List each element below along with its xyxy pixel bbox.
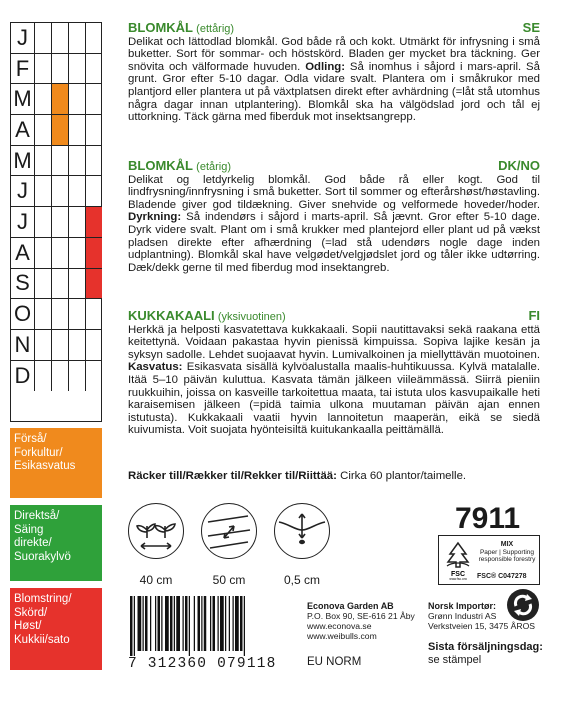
section-subtitle: (ettårig) (196, 23, 235, 35)
importer-address: Verkstveien 15, 3475 ÅROS (428, 621, 536, 631)
barcode-bar (130, 596, 133, 656)
barcode-bar (161, 596, 162, 651)
legend-flowering-harvest (10, 588, 102, 670)
harvest-bar (85, 207, 102, 237)
fsc-line: responsible forestry (478, 556, 536, 563)
company-info (307, 601, 415, 641)
last-sale-date (428, 641, 543, 667)
sowing-calendar (10, 22, 102, 422)
barcode-bar (198, 596, 201, 651)
barcode-number: 7 312360 079118 (128, 656, 277, 672)
barcode-bar (158, 596, 161, 651)
sowing-depth-icon (274, 503, 330, 559)
barcode-bar (165, 596, 169, 651)
legend-text: Høst/ (14, 620, 42, 632)
sowing-indoor-bar (51, 84, 68, 114)
section-subtitle: (yksivuotinen) (217, 311, 286, 323)
legend-text: Blomstring/ (14, 593, 72, 605)
yield-info: Räcker till/Rækker til/Rekker til/Riittää: Cirka 60 plantor/taimelle. (128, 470, 467, 482)
legend-text: Direktså/ (14, 510, 60, 522)
legend-direct-sowing (10, 505, 102, 581)
legend-text: Forkultur/ (14, 446, 63, 459)
barcode-bar (225, 596, 226, 651)
month-letter: S (15, 270, 30, 296)
month-letter: J (17, 178, 28, 204)
barcode-bar (213, 596, 216, 651)
month-letter: F (15, 55, 30, 81)
month-letter: A (15, 116, 30, 142)
barcode-bar (194, 596, 195, 651)
calendar-row-nov (11, 330, 101, 361)
language-code: DK/NO (498, 158, 540, 173)
calendar-row-jun (11, 176, 101, 207)
barcode-bar (220, 596, 224, 651)
barcode-bar (155, 596, 156, 651)
barcode-bar (185, 596, 188, 651)
legend-text: Förså/ (14, 433, 47, 445)
fsc-label (438, 535, 540, 585)
month-letter: D (14, 362, 31, 388)
fsc-mix: MIX (500, 541, 514, 548)
barcode-bar (235, 596, 239, 651)
legend-text: Kukkii/sato (14, 633, 70, 646)
company-web: www.econova.se (307, 621, 372, 631)
sowing-indoor-bar (51, 115, 68, 145)
language-code: SE (522, 20, 540, 35)
company-web: www.weibulls.com (307, 631, 377, 641)
legend-text: Skörd/ (14, 606, 48, 619)
barcode-bar (189, 596, 190, 656)
section-danish-norwegian (128, 160, 540, 274)
barcode-bar (229, 596, 230, 651)
barcode-bar (218, 596, 219, 651)
month-letter: O (13, 301, 32, 327)
row-spacing-value: 50 cm (212, 573, 246, 587)
harvest-bar (85, 238, 102, 268)
calendar-row-sep (11, 269, 101, 300)
fsc-line: Paper | Supporting (479, 548, 535, 556)
barcode-bar (170, 596, 173, 651)
section-swedish (128, 22, 540, 124)
article-number: 7911 (455, 502, 521, 535)
section-body: Delikat og letdyrkelig blomkål. God både rå eller kogt. God til lindfrysning/innfrysning i små buketter. Sort til sommer og efterårshøst/høstavling. Bladende giver god tildækning. Giver snehvide og velformede hoveder/hoder. Dyrkning: Så indendørs i såjord i marts-april. Så jævnt. Gror efter 5-10 dage. Dyrk videre svalt. Plant om i små krukker med plantejord eller plant ud på vækst pladsen direkte efter afhærdning (=lad stå udendørs nogle dage inden udplantning). Blomkål skal have velgødet/velgjødslet jord og tåler ikke udtørring. Dæk/dekk gerne til med fiberdug mod insektangreb. (128, 173, 540, 274)
legend-text: Esikasvatus (14, 460, 76, 472)
svg-text:www.fsc.org: www.fsc.org (449, 577, 467, 580)
barcode-bar (233, 596, 234, 651)
importer-info (428, 601, 535, 631)
plant-spacing-icon (128, 503, 184, 559)
barcode-bar (210, 596, 211, 651)
legend-text: Säing (14, 523, 44, 536)
section-finnish (128, 310, 540, 437)
legend-sowing-indoor (10, 428, 102, 498)
legend-text: Suorakylvö (14, 550, 71, 563)
section-body: Delikat och lättodlad blomkål. God både rå och kokt. Utmärkt för infrysning i små buketter. Sort för sommar- och höstskörd. Bladen ger mycket bra täckning. Ger snövita och välformade huvuden. Odling: Så inomhus i såjord i mars-april. Så grunt. Gror efter 5-10 dagar. Odla vidare svalt. Plantera om i småkrukor med plantjord eller plantera ut på växtplatsen direkt efter avhärdning (=låt stå utomhus några dagar innan utplantering). Blomkål ska ha välgödslad jord och tål ej uttorkning. Täck gärna med fiberduk mot insektsangrepp. (128, 35, 540, 124)
fsc-tree-icon (444, 540, 472, 580)
svg-text:FSC: FSC (451, 571, 465, 578)
last-sale-label: Sista försäljningsdag: (428, 641, 543, 653)
eu-norm: EU NORM (307, 656, 362, 668)
barcode-bar (134, 596, 135, 656)
sowing-depth-value: 0,5 cm (283, 573, 320, 587)
legend-text: direkte/ (14, 537, 52, 549)
harvest-bar (85, 269, 102, 299)
row-spacing-icon (201, 503, 257, 559)
month-letter: M (13, 86, 32, 112)
barcode (128, 596, 295, 656)
month-letter: N (14, 331, 31, 357)
barcode-bar (201, 596, 202, 651)
barcode-bar (143, 596, 144, 651)
barcode-bar (145, 596, 148, 651)
calendar-row-may (11, 146, 101, 177)
month-letter: J (17, 24, 28, 50)
barcode-bar (244, 596, 245, 656)
calendar-row-aug (11, 238, 101, 269)
last-sale-value: se stämpel (428, 654, 482, 666)
barcode-bar (138, 596, 142, 651)
language-code: FI (528, 308, 540, 323)
calendar-row-feb (11, 54, 101, 85)
company-address: P.O. Box 90, SE-616 21 Åby (307, 611, 415, 621)
barcode-bar (150, 596, 151, 651)
calendar-row-apr (11, 115, 101, 146)
plant-spacing-value: 40 cm (139, 573, 173, 587)
month-letter: A (15, 239, 30, 265)
section-body: Herkkä ja helposti kasvatettava kukkakaali. Sopii nautittavaksi sekä raakana että keitettynä. Voidaan pakastaa hyvin pienissä kimpuissa. Sopiva lajike kesän ja syksyn sadolle. Lehdet suojaavat hyvin. Lumivalkoinen ja miellyttävän muotoinen. Kasvatus: Esikasvata sisällä kylvöalustalla maalis-huhtikuussa. Kylvä matalalle. Itää 5–10 päivän kuluttua. Kasvata tämän jälkeen viileämmässä. Siirrä pieniin ruukkuihin, joissa on kasveille tarkoitettua maata, tai istuta ulos kasvupaikalle heti karaisemisen jälkeen (=pidä taimia ulkona muutaman päivän ajan ennen istutusta). Kukkakaali vaatii hyvin lannoitetun maaperän, eikä se siedä kuivumista. Voit suojata hyönteisiltä kuitukankaalla peittämällä. (128, 323, 540, 437)
section-title: KUKKAKAALI (128, 308, 215, 323)
fsc-code: FSC® C047278 (477, 573, 527, 580)
calendar-row-jul (11, 207, 101, 238)
calendar-row-dec (11, 361, 101, 392)
barcode-bar (204, 596, 207, 651)
calendar-row-jan (11, 23, 101, 54)
importer-label: Norsk Importør: (428, 601, 497, 611)
calendar-row-mar (11, 84, 101, 115)
section-title: BLOMKÅL (128, 158, 193, 173)
month-letter: J (17, 208, 28, 234)
importer-name: Grønn Industri AS (428, 611, 497, 621)
month-letter: M (13, 147, 32, 173)
barcode-bar (240, 596, 243, 651)
calendar-row-oct (11, 299, 101, 330)
section-title: BLOMKÅL (128, 20, 193, 35)
barcode-bar (183, 596, 184, 651)
section-subtitle: (etårig) (196, 161, 232, 173)
barcode-bar (176, 596, 180, 651)
barcode-bar (174, 596, 175, 651)
company-name: Econova Garden AB (307, 601, 394, 611)
